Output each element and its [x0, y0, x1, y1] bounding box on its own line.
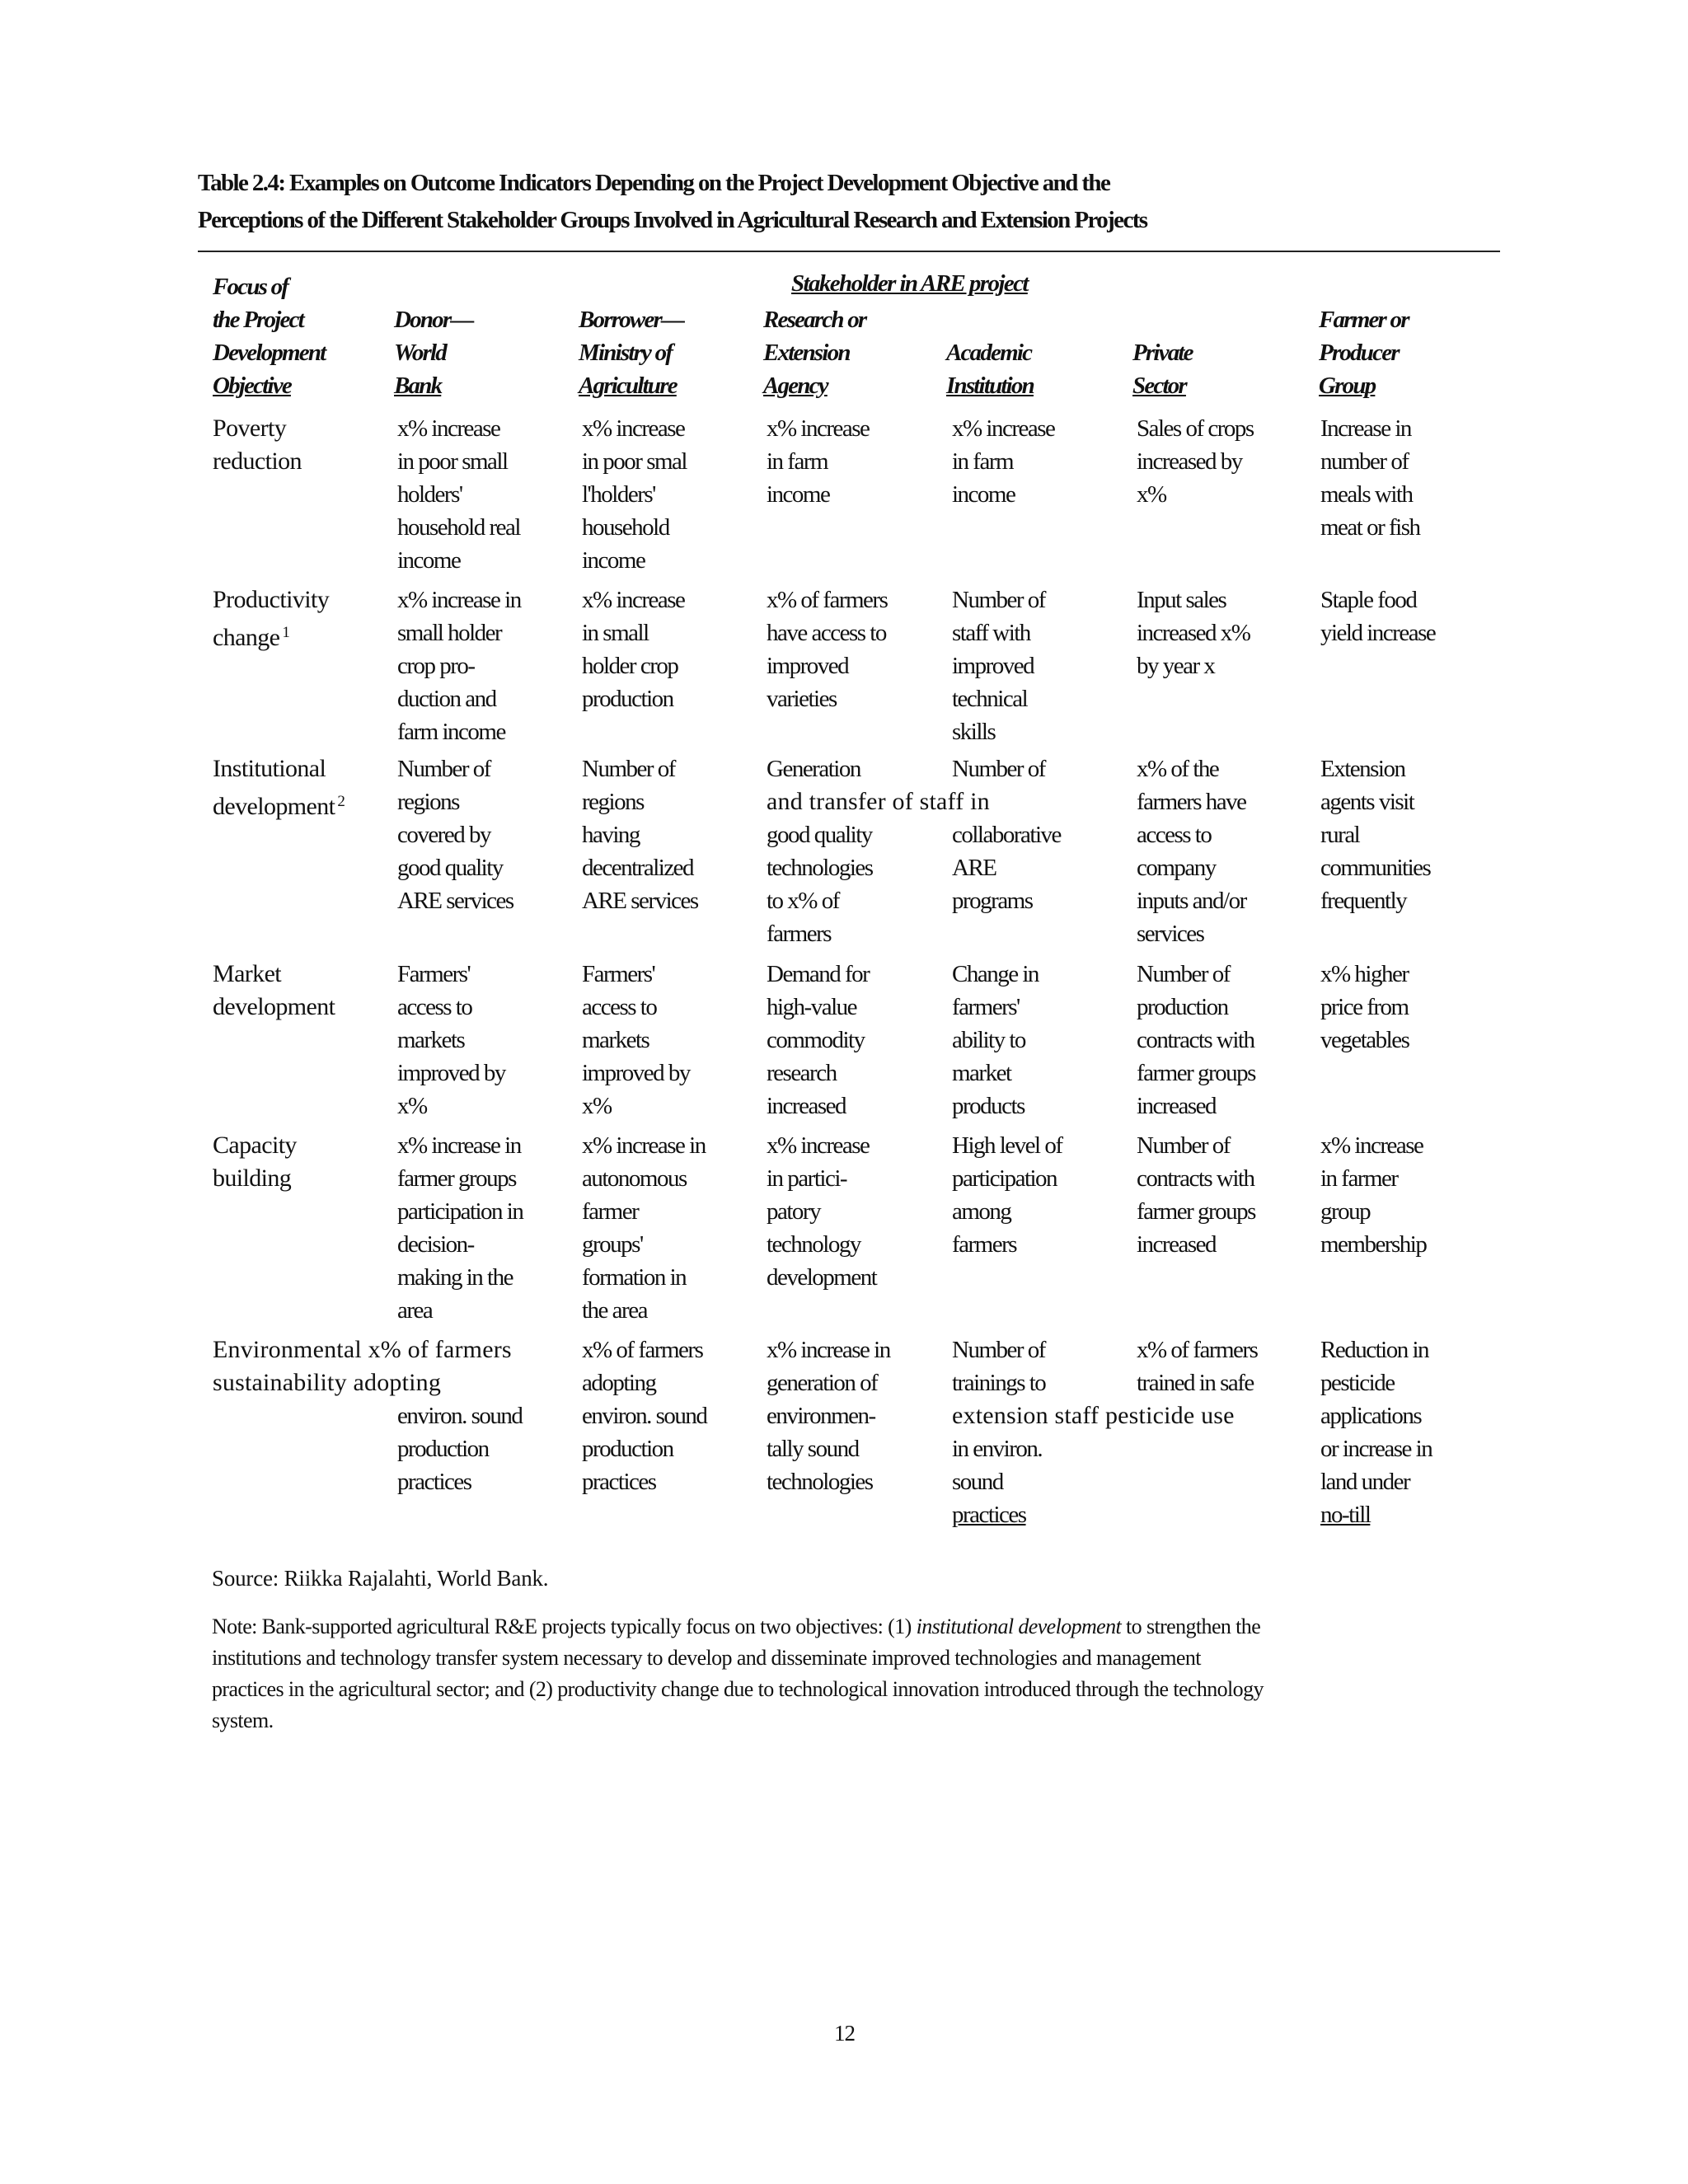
cell-borrower: x% increase in poor smal l'holders' household income: [582, 415, 687, 574]
row-focus: Poverty reduction: [213, 415, 302, 475]
cell-research: x% increase in partici- patory technology development: [767, 1132, 877, 1291]
table-title: [198, 165, 1517, 239]
footnote-marker: 2: [337, 793, 345, 810]
cell-research: Generation good quality technologies to x% of farmers: [767, 756, 873, 947]
cell-farmer: x% increase in farmer group membership: [1320, 1132, 1427, 1258]
cell-academic: Number of trainings to in environ. sound practices: [952, 1337, 1046, 1528]
header-borrower: Borrower— Ministry of Agriculture: [579, 307, 684, 399]
cell-research: x% of farmers have access to improved varieties: [767, 587, 888, 712]
cell-private: Sales of crops increased by x%: [1137, 415, 1254, 508]
cell-donor: x% increase in poor small holders' household real income: [397, 415, 520, 574]
cell-borrower: x% of farmers adopting environ. sound production practices: [582, 1337, 707, 1495]
header-rule: [198, 251, 1500, 252]
note-emphasis: institutional development: [916, 1615, 1122, 1638]
cell-academic: Number of staff with improved technical skills: [952, 587, 1045, 745]
cell-research: x% increase in generation of environmen- tally sound technologies: [767, 1337, 890, 1495]
table-note: Note: Bank-supported agricultural R&E projects typically focus on two objectives: (1) institutional development to strengthen the institutions and technology transfer system necessary to develop and disseminate improved technologies and management practices in the agricultural sector; and (2) productivity change due to technological innovation introduced through the technology system.: [212, 1615, 1264, 1732]
cell-donor: environ. sound production practices: [397, 1403, 523, 1495]
cell-borrower: x% increase in small holder crop production: [582, 587, 685, 712]
cell-academic: High level of participation among farmers: [952, 1132, 1062, 1258]
cell-academic-spill: extension staff pesticide use: [952, 1402, 1235, 1429]
stakeholder-span-header: Stakeholder in ARE project: [791, 270, 1028, 297]
row-focus: Institutional development $^2$: [213, 755, 345, 820]
cell-research-spill: and transfer of staff in: [767, 788, 990, 815]
cell-farmer: Extension agents visit rural communities frequently: [1320, 756, 1431, 914]
cell-farmer: Reduction in pesticide applications or increase in land under no-till: [1320, 1337, 1432, 1528]
header-research: Research or Extension Agency: [763, 307, 866, 399]
cell-research: Demand for high-value commodity research increased: [767, 961, 870, 1119]
cell-donor: Number of regions covered by good quality ARE services: [397, 756, 513, 914]
cell-academic: Change in farmers' ability to market products: [952, 961, 1039, 1119]
cell-private: Number of contracts with farmer groups increased: [1137, 1132, 1255, 1258]
cell-donor: x% increase in small holder crop pro- duction and farm income: [397, 587, 521, 745]
cell-academic: x% increase in farm income: [952, 415, 1055, 508]
header-academic: Academic Institution: [946, 340, 1034, 399]
cell-donor: Farmers' access to markets improved by x%: [397, 961, 505, 1119]
cell-private: x% of farmers trained in safe: [1137, 1337, 1258, 1396]
cell-donor: x% increase in farmer groups participation in decision- making in the area: [397, 1132, 523, 1324]
row-focus: Capacity building: [213, 1132, 297, 1192]
row-focus-line-2: sustainability adopting: [213, 1369, 442, 1396]
header-farmer: Farmer or Producer Group: [1319, 307, 1409, 399]
cell-private: x% of the farmers have access to company inputs and/or services: [1137, 756, 1246, 947]
table-title-line-2: Perceptions of the Different Stakeholder Groups Involved in Agricultural Research and Extension Projects: [198, 207, 1147, 233]
header-donor: Donor— World Bank: [394, 307, 473, 399]
cell-borrower: x% increase in autonomous farmer groups' formation in the area: [582, 1132, 706, 1324]
cell-private: Number of production contracts with farmer groups increased: [1137, 961, 1255, 1119]
footnote-marker: 1: [282, 624, 290, 641]
cell-academic: Number of collaborative ARE programs: [952, 756, 1061, 914]
cell-borrower: Number of regions having decentralized ARE services: [582, 756, 698, 914]
cell-borrower: Farmers' access to markets improved by x%: [582, 961, 690, 1119]
row-focus: Productivity change $^1$: [213, 586, 330, 651]
cell-farmer: x% higher price from vegetables: [1320, 961, 1409, 1053]
header-focus: Focus of the Project Development Objective: [213, 274, 326, 399]
row-focus: Market development: [213, 960, 335, 1020]
table-title-line-1: Table 2.4: Examples on Outcome Indicators Depending on the Project Development Objective and the: [198, 170, 1110, 196]
cell-research: x% increase in farm income: [767, 415, 870, 508]
cell-farmer: Increase in number of meals with meat or fish: [1320, 415, 1420, 541]
row-focus-line-1: Environmental x% of farmers: [213, 1336, 512, 1363]
source-note: Source: Riikka Rajalahti, World Bank.: [212, 1566, 549, 1591]
cell-private: Input sales increased x% by year x: [1137, 587, 1250, 679]
page-number: 12: [834, 2021, 855, 2046]
header-private: Private Sector: [1132, 340, 1193, 399]
cell-farmer: Staple food yield increase: [1320, 587, 1436, 646]
